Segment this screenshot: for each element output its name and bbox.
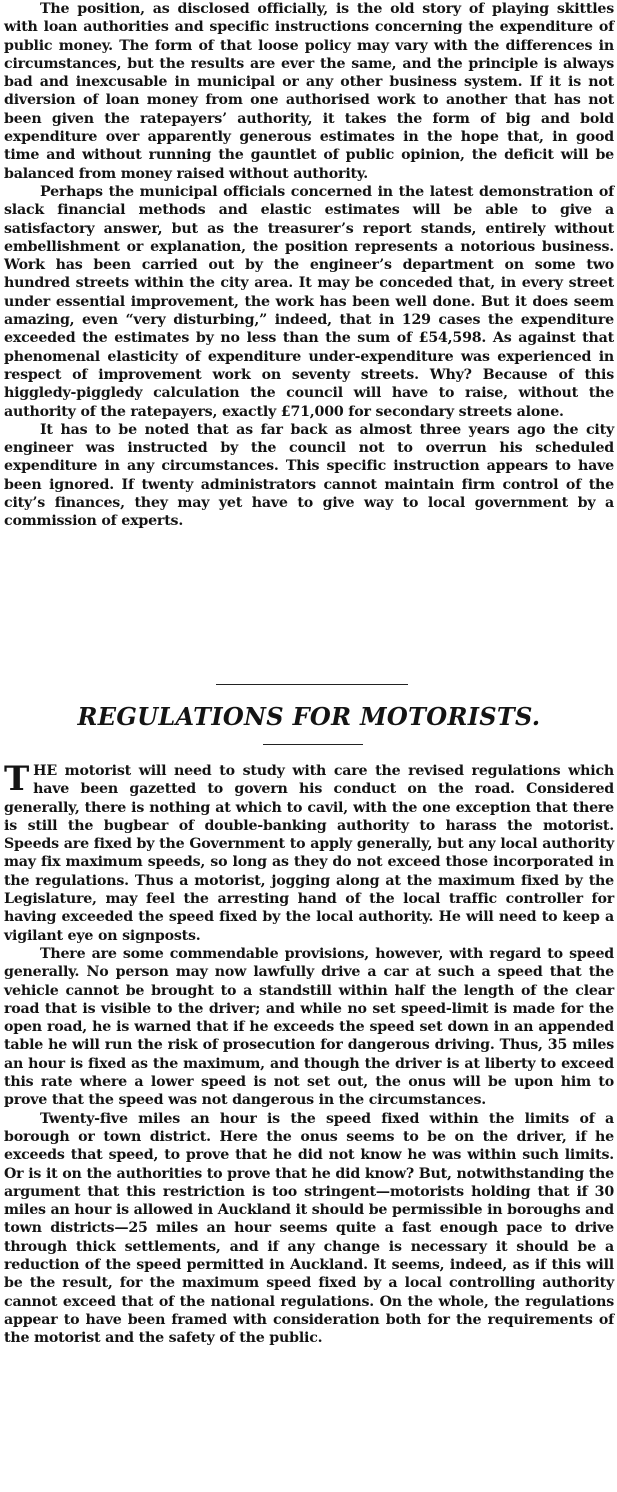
editorial-loan-expenditure [4,0,614,531]
motorists-paragraph-1 [4,759,614,945]
section-divider-rule [216,684,408,685]
motorists-paragraph-1-text: HE motorist will need to study with care the revised regulations which have been gazetted to govern his conduct on the road. Considered generally, there is nothing at which to cavil, with the one exception that there is still the bugbear of double-banking authority to harass the motorist. Speeds are fixed by the Government to apply generally, but any local authority may fix maximum speeds, so long as they do not exceed those incorporated in the regulations. Thus a motorist, jogging along at the maximum fixed by the Legislature, may feel the arresting hand of the local traffic controller for having exceeded the speed fixed by the local authority. He will need to keep a vigilant eye on signposts. [4,763,614,944]
editorial-paragraph-1: The position, as disclosed officially, is the old story of playing skittles with loan authorities and specific instructions concerning the expenditure of public money. The form of that loose policy may vary with the differences in circumstances, but the results are ever the same, and the principle is always bad and inexcusable in municipal or any other business system. If it is not diversion of loan money from one authorised work to another that has not been given the ratepayers’ authority, it takes the form of big and bold expenditure over apparently generous estimates in the hope that, in good time and without running the gauntlet of public opinion, the deficit will be balanced from money raised without authority. [4,1,614,182]
editorial-regulations-for-motorists [4,759,614,1348]
motorists-paragraph-2: There are some commendable provisions, however, with regard to speed generally. No person may now lawfully drive a car at such a speed that the vehicle cannot be brought to a standstill within half the length of the clear road that is visible to the driver; and while no set speed-limit is made for the open road, he is warned that if he exceeds the speed set down in an appended table he will run the risk of prosecution for dangerous driving. Thus, 35 miles an hour is fixed as the maximum, and though the driver is at liberty to exceed this rate where a lower speed is not set out, the onus will be upon him to prove that the speed was not dangerous in the circumstances. [4,945,614,1109]
headline-underline-rule [263,744,363,745]
motorists-paragraph-3: Twenty-five miles an hour is the speed fixed within the limits of a borough or town district. Here the onus seems to be on the driver, if he exceeds that speed, to prove that he did not know he was within such limits. Or is it on the authorities to prove that he did know? But, notwithstanding the argument that this restriction is too stringent—motorists holding that if 30 miles an hour is allowed in Auckland it should be permissible in boroughs and town districts—25 miles an hour seems quite a fast enough pace to drive through thick settlements, and if any change is necessary it should be a reduction of the speed permitted in Auckland. It seems, indeed, as if this will be the result, for the maximum speed fixed by a local controlling authority cannot exceed that of the national regulations. On the whole, the regulations appear to have been framed with consideration both for the requirements of the motorist and the safety of the public. [4,1110,614,1347]
editorial-paragraph-2: Perhaps the municipal officials concerned in the latest demonstration of slack financial methods and elastic estimates will be able to give a satisfactory answer, but as the treasurer’s report stands, entirely without embellishment or explanation, the position represents a notorious business. Work has been carried out by the engineer’s department on some two hundred streets within the city area. It may be conceded that, in every street under essential improvement, the work has been well done. But it does seem amazing, even “very disturbing,” indeed, that in 129 cases the expenditure exceeded the estimates by no less than the sum of £54,598. As against that phenomenal elasticity of expenditure under-expenditure was experienced in respect of improvement work on seventy streets. Why? Because of this higgledy-piggledy calculation the council will have to raise, without the authority of the ratepayers, exactly £71,000 for secondary streets alone. [4,183,614,420]
editorial-paragraph-3: It has to be noted that as far back as almost three years ago the city engineer was instructed by the council not to overrun his scheduled expenditure in any circumstances. This specific instruction appears to have been ignored. If twenty administrators cannot maintain firm control of the city’s finances, they may yet have to give way to local government by a commission of experts. [4,421,614,530]
drop-cap: T [4,759,30,799]
headline-regulations-for-motorists: REGULATIONS FOR MOTORISTS. [77,702,541,731]
